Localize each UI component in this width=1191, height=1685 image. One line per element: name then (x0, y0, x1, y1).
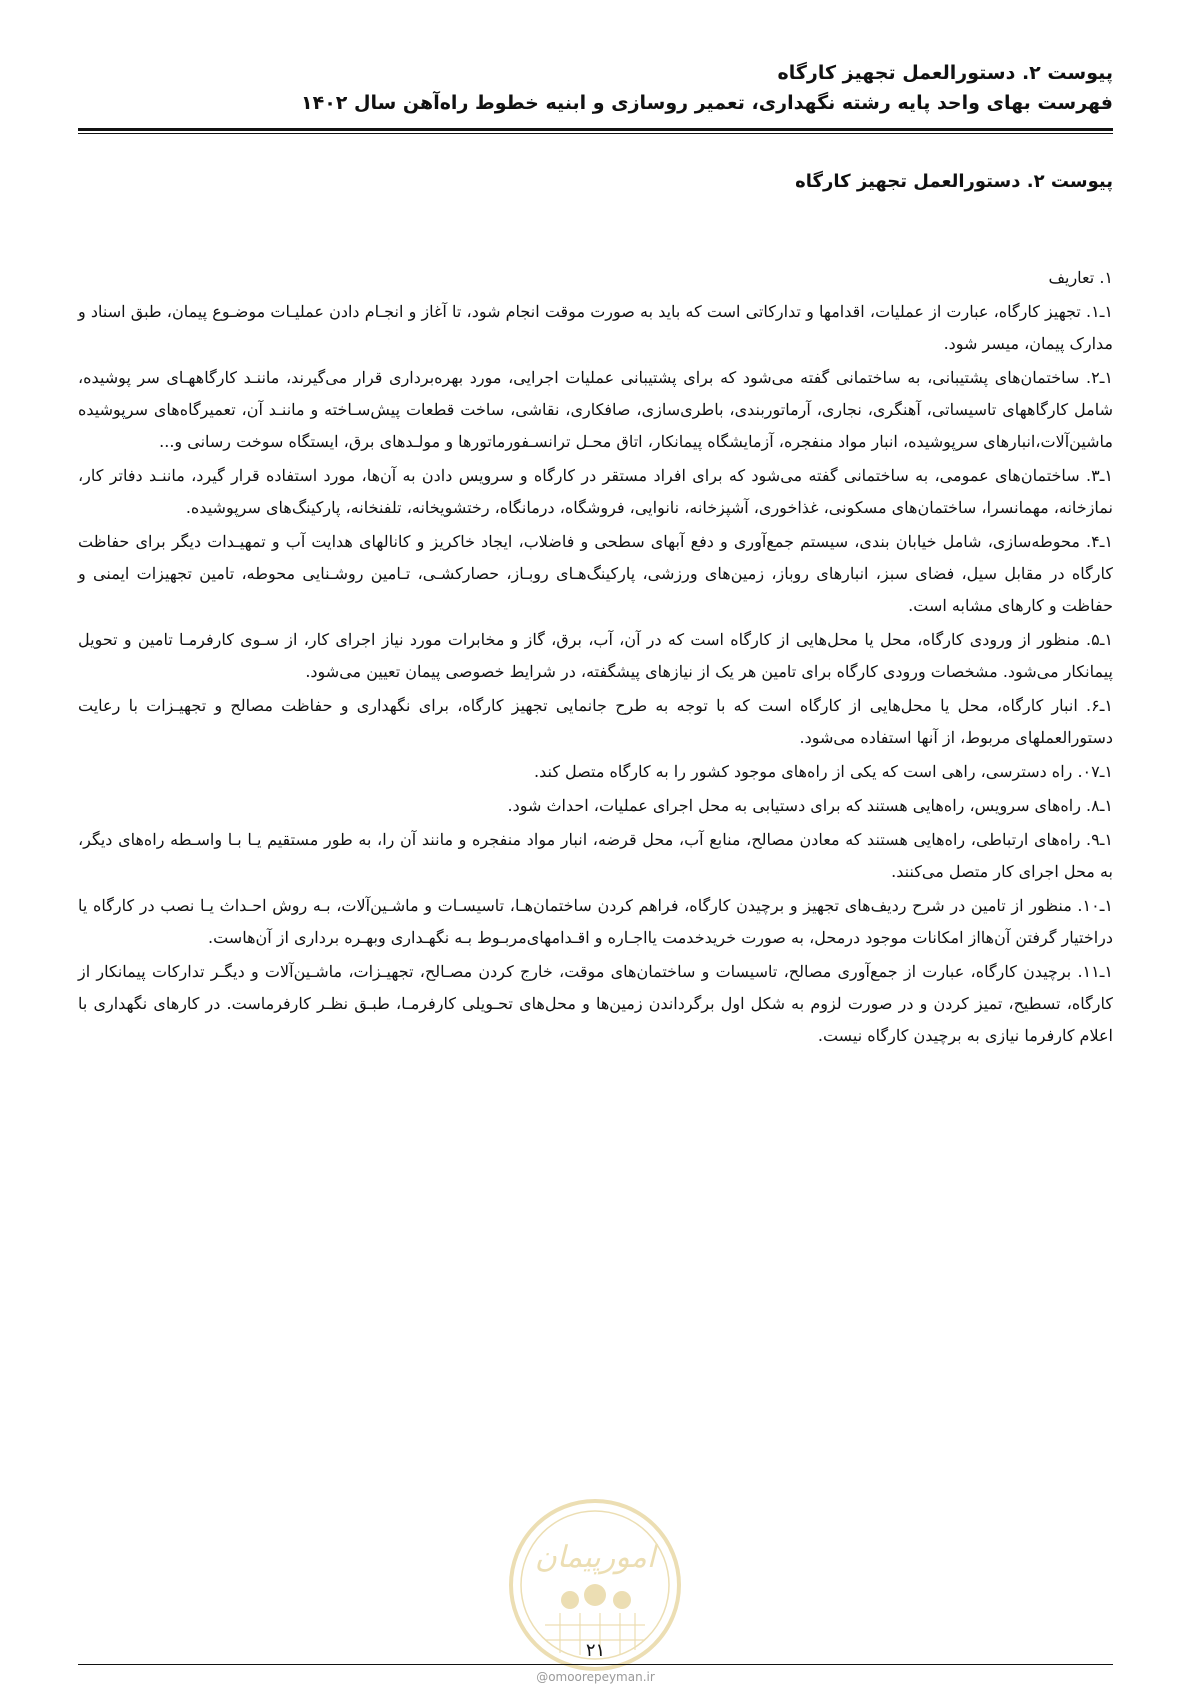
paragraph-1-3: ۱ـ۳. ساختمان‌های عمومی، به ساختمانی گفته می‌شود که برای افراد مستقر در کارگاه و سرویس دادن به آن‌ها، مورد استفاده قرار گیرد، ماننـد دفاتر کار، نمازخانه، مهمانسرا، ساختمان‌های مسکونی، غذاخوری، آشپزخانه، نانوایی، فروشگاه، درمانگاه، رختشویخانه، تلفنخانه، پارکینگ‌های سرپوشیده. (78, 466, 1113, 517)
paragraph-1-2: ۱ـ۲. ساختمان‌های پشتیبانی، به ساختمانی گفته می‌شود که برای پشتیبانی عملیات اجرایی، مورد بهره‌برداری قرار می‌گیرند، ماننـد کارگاههـای سر پوشیده، شامل کارگاههای تاسیساتی، آهنگری، نجاری، آرماتوربندی، باطری‌سازی، صافکاری، نقاشی، ساخت قطعات پیش‌سـاخته و ماننـد آن، تعمیرگاه‌های سرپوشیده ماشین‌آلات،انبارهای سرپوشیده، انبار مواد منفجره، آزمایشگاه پیمانکار، اتاق محـل ترانسـفورماتورها و مولـدهای برق، ایستگاه سوخت رسانی و... (78, 368, 1114, 451)
footer-website: @omoorepeyman.ir (536, 1670, 655, 1684)
paragraph-1-4: ۱ـ۴. محوطه‌سازی، شامل خیابان بندی، سیستم جمع‌آوری و دفع آبهای سطحی و فاضلاب، ایجاد خاکریز و کانالهای هدایت آب و تمهیـدات دیگر برای حفاظت کارگاه در مقابل سیل، فضای سبز، انبارهای روباز، زمین‌های ورزشی، پارکینگ‌هـای روبـاز، حصارکشـی، تـامین روشـنایی محوطه، تامین تجهیزات ایمنی و حفاظت و کارهای مشابه است. (78, 532, 1113, 615)
header-document-title: فهرست بهای واحد پایه رشته نگهداری، تعمیر روسازی و ابنیه خطوط راه‌آهن سال ۱۴۰۲ (301, 92, 1113, 114)
paragraph-1-7: ۱ـ۰۷. راه دسترسی، راهی است که یکی از راه‌های موجود کشور را به کارگاه متصل کند. (534, 762, 1113, 781)
page-number: ۲۱ (585, 1640, 606, 1661)
paragraph-1-10: ۱ـ۱۰. منظور از تامین در شرح ردیف‌های تجهیز و برچیدن کارگاه، فراهم کردن ساختمان‌هـا، تاسیسـات و ماشـین‌آلات، بـه روش احـداث یـا نصب در کارگاه یا دراختیار گرفتن آن‌هااز امکانات موجود درمحل، به صورت خریدخدمت یااجـاره و اقـدامهای‌مربـوط بـه نگهـداری وبهـره برداری از آن‌هاست. (78, 896, 1113, 947)
document-body (78, 262, 1113, 1054)
paragraph-1-6: ۱ـ۶. انبار کارگاه، محل یا محل‌هایی از کارگاه است که با توجه به طرح جانمایی تجهیز کارگاه، برای نگهداری و حفاظت مصالح و تجهیـزات با رعایت دستورالعملهای مربوط، از آنها استفاده می‌شود. (78, 696, 1113, 747)
header-appendix-title: پیوست ۲. دستورالعمل تجهیز کارگاه (777, 62, 1113, 84)
paragraph-1-11: ۱ـ۱۱. برچیدن کارگاه، عبارت از جمع‌آوری مصالح، تاسیسات و ساختمان‌های موقت، خارج کردن مصـالح، تجهیـزات، ماشـین‌آلات و دیگـر تدارکات پیمانکار از کارگاه، تسطیح، تمیز کردن و در صورت لزوم به شکل اول برگرداندن زمین‌ها و محل‌های تحـویلی کارفرمـا، طبـق نظـر کارفرماست. در کارهای نگهداری با اعلام کارفرما نیازی به برچیدن کارگاه نیست. (78, 962, 1113, 1045)
watermark-text: امورپیمان (534, 1540, 656, 1575)
footer-divider (78, 1664, 1113, 1665)
header-divider (78, 128, 1113, 134)
paragraph-1-8: ۱ـ۸. راه‌های سرویس، راه‌هایی هستند که برای دستیابی به محل اجرای عملیات، احداث شود. (507, 796, 1113, 815)
paragraph-1-9: ۱ـ۹. راه‌های ارتباطی، راه‌هایی هستند که معادن مصالح، منابع آب، محل قرضه، انبار مواد منفجره و مانند آن را، به طور مستقیم یـا بـا واسـطه راه‌های دیگر، به محل اجرای کار متصل می‌کنند. (78, 830, 1113, 881)
page-title: پیوست ۲. دستورالعمل تجهیز کارگاه (795, 171, 1113, 192)
page-header (78, 58, 1113, 118)
paragraph-1-5: ۱ـ۵. منظور از ورودی کارگاه، محل یا محل‌هایی از کارگاه است که در آن، آب، برق، گاز و مخابرات مورد نیاز اجرای کار، از سـوی کارفرمـا تامین و تحویل پیمانکار می‌شود. مشخصات ورودی کارگاه برای تامین هر یک از نیازهای پیشگفته، در شرایط خصوصی پیمان تعیین می‌شود. (78, 630, 1114, 681)
section-heading-definitions: ۱. تعاریف (1048, 268, 1113, 287)
paragraph-1-1: ۱ـ۱. تجهیز کارگاه، عبارت از عملیات، اقدامها و تدارکاتی است که باید به صورت موقت انجام شود، تا آغاز و انجـام دادن عملیـات موضـوع پیمان، طبق اسناد و مدارک پیمان، میسر شود. (78, 302, 1114, 353)
